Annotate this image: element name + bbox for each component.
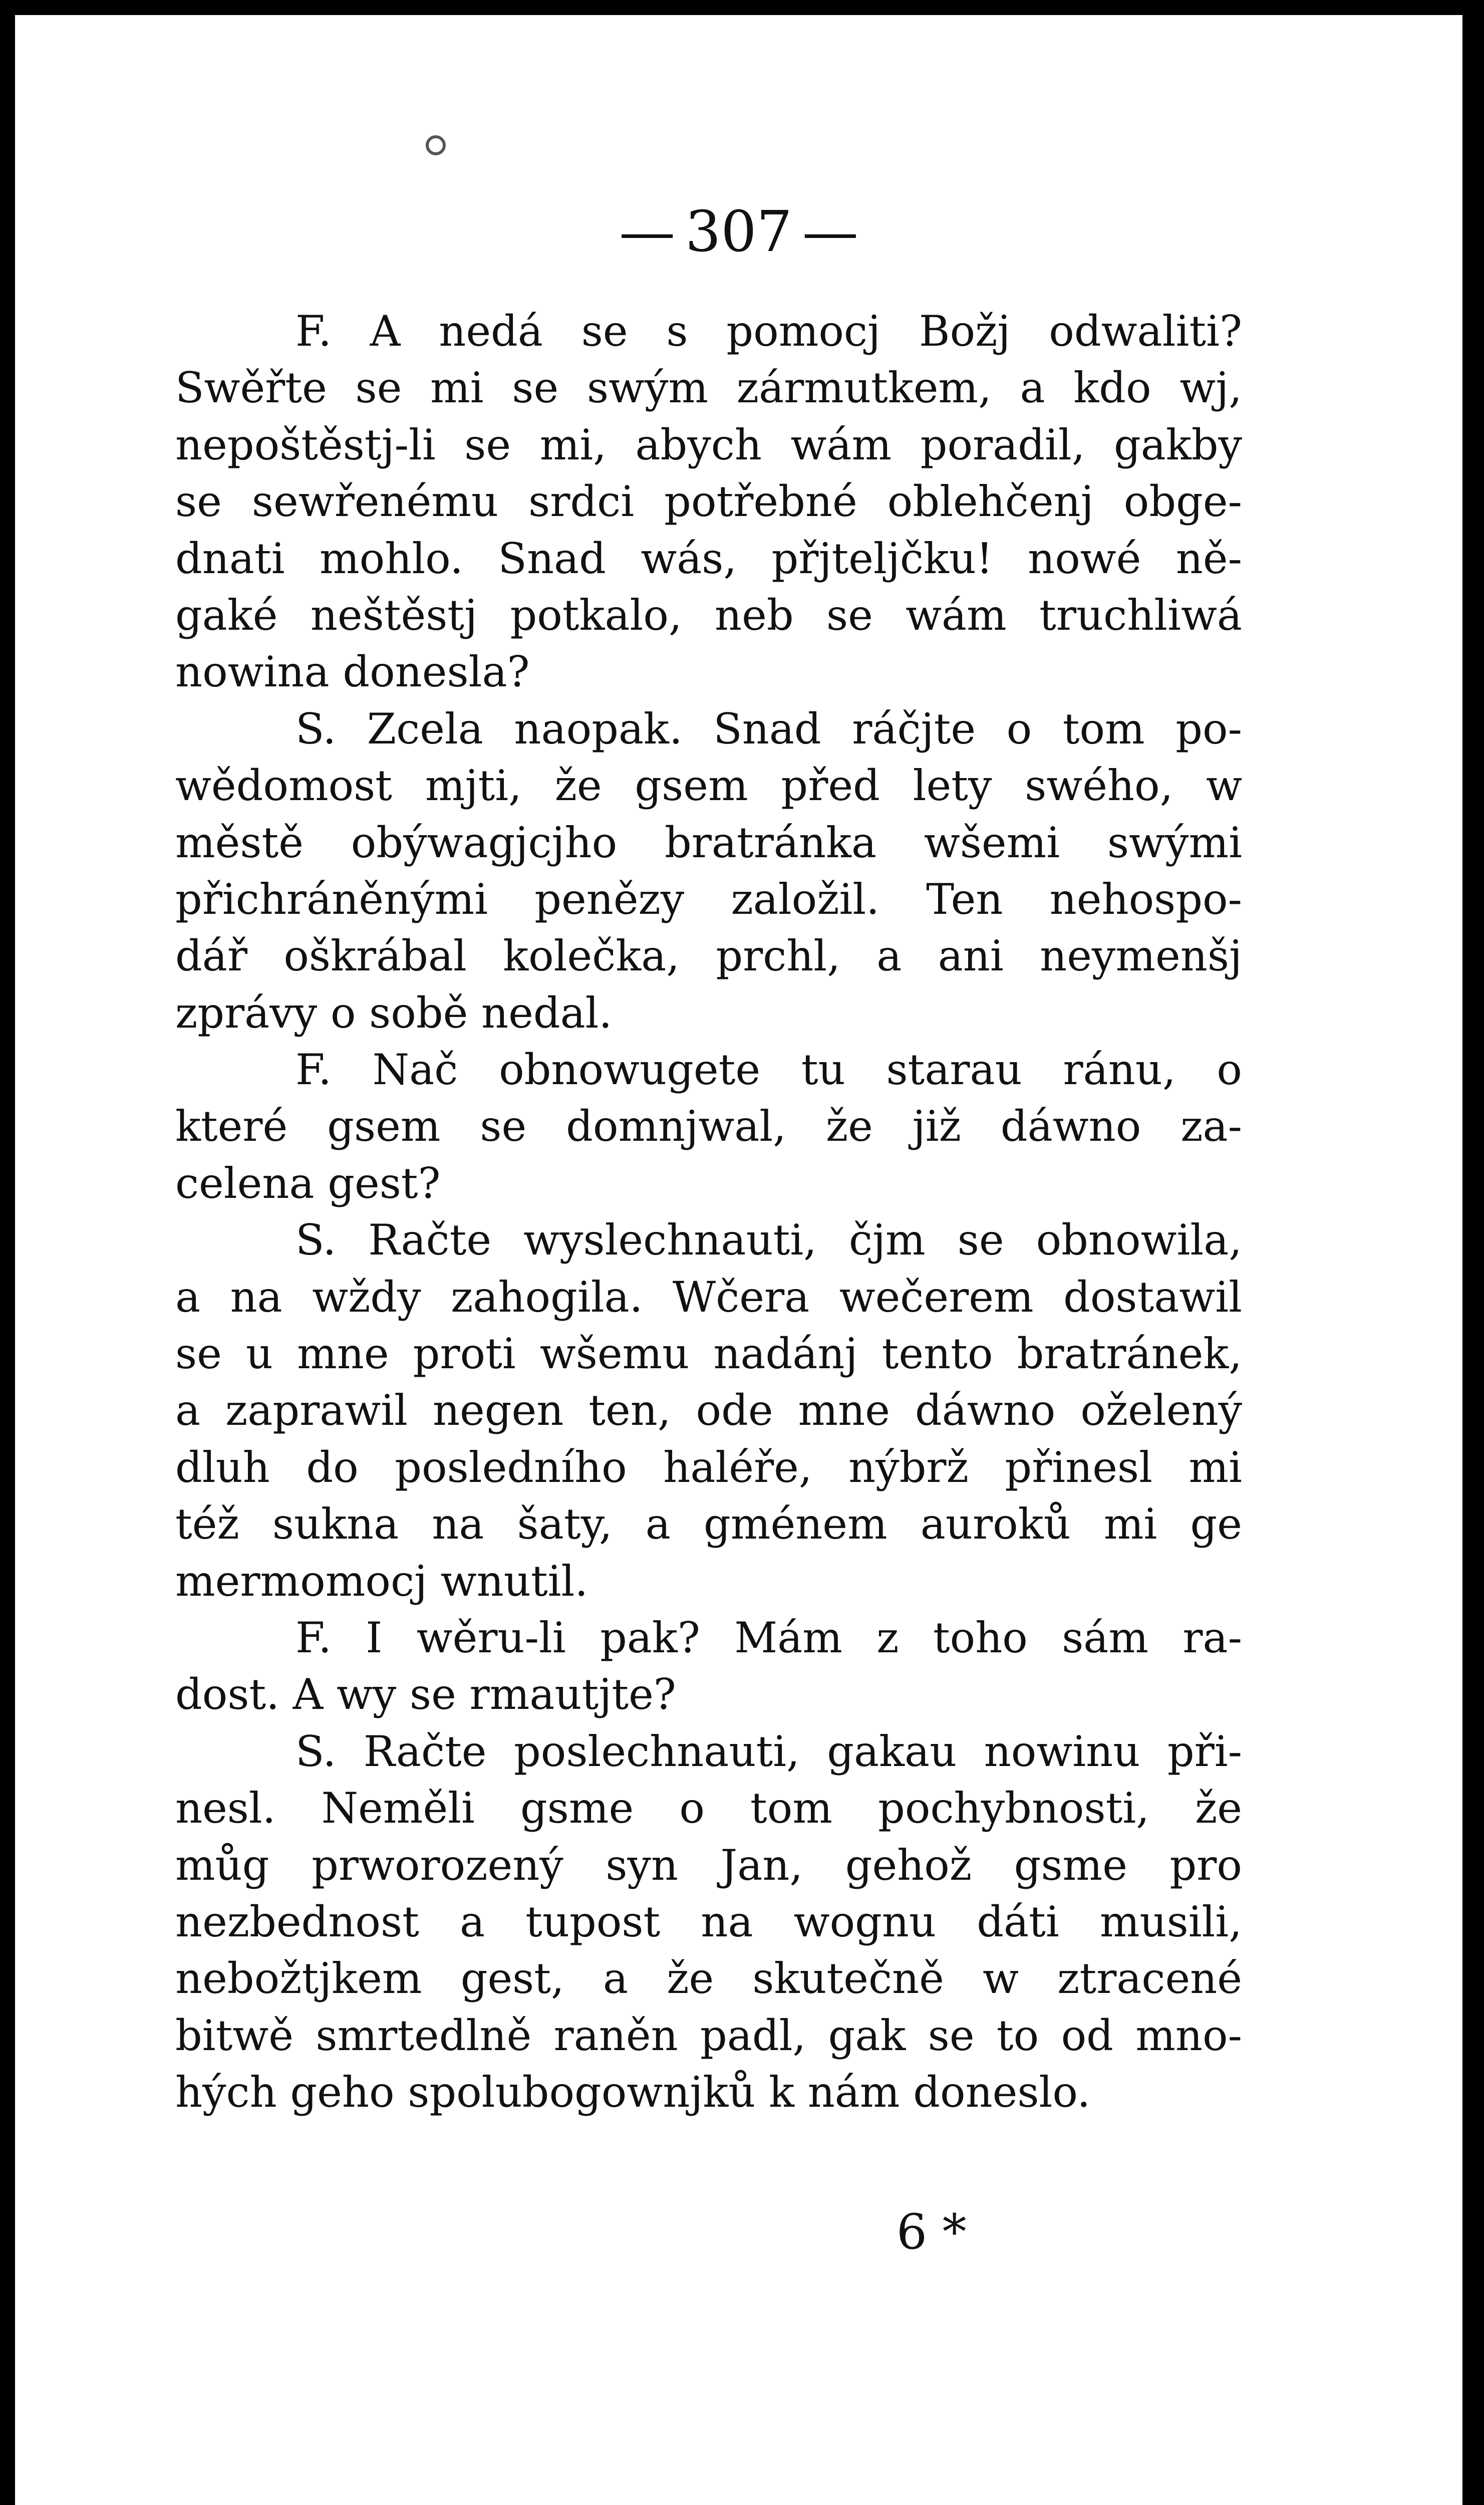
text-line: přichráněnými penězy založil. Ten nehospo- bbox=[175, 874, 1242, 924]
text-line: nepoštěstj-li se mi, abych wám poradil, gakby bbox=[175, 420, 1242, 469]
text-line: se u mne proti wšemu nadánj tento bratránek, bbox=[175, 1329, 1242, 1379]
text-line: nezbednost a tupost na wognu dáti musili, bbox=[175, 1897, 1242, 1946]
page-number: 307 bbox=[685, 199, 792, 265]
text-line: městě obýwagjcjho bratránka wšemi swými bbox=[175, 818, 1242, 867]
text-line: zprávy o sobě nedal. bbox=[175, 988, 613, 1038]
text-line: gaké neštěstj potkalo, neb se wám truchliwá bbox=[175, 590, 1242, 640]
text-line: S. Račte wyslechnauti, čjm se obnowila, bbox=[295, 1215, 1242, 1265]
text-line: můg prworozený syn Jan, gehož gsme pro bbox=[175, 1840, 1242, 1890]
text-line: mermomocj wnutil. bbox=[175, 1556, 588, 1606]
text-line: bitwě smrtedlně raněn padl, gak se to od mno- bbox=[175, 2011, 1242, 2060]
ink-mark bbox=[426, 135, 446, 155]
text-line: S. Zcela naopak. Snad ráčjte o tom po- bbox=[295, 704, 1242, 754]
text-line: které gsem se domnjwal, že již dáwno za- bbox=[175, 1102, 1242, 1151]
text-line: S. Račte poslechnauti, gakau nowinu při- bbox=[295, 1726, 1242, 1776]
text-line: nesl. Neměli gsme o tom pochybnosti, že bbox=[175, 1784, 1242, 1833]
text-line: celena gest? bbox=[175, 1158, 441, 1208]
text-line: se sewřenému srdci potřebné oblehčenj obge- bbox=[175, 477, 1242, 527]
text-line: F. Nač obnowugete tu starau ránu, o bbox=[295, 1045, 1242, 1095]
text-line: wědomost mjti, že gsem před lety swého, w bbox=[175, 761, 1242, 811]
text-line: F. I wěru-li pak? Mám z toho sám ra- bbox=[295, 1613, 1242, 1662]
text-line: dář oškrábal kolečka, prchl, a ani neymenšj bbox=[175, 931, 1242, 981]
text-line: též sukna na šaty, a gménem auroků mi ge bbox=[175, 1499, 1242, 1549]
header-dash-left: — bbox=[619, 199, 676, 265]
text-line: dost. A wy se rmautjte? bbox=[175, 1670, 676, 1719]
text-line: nowina donesla? bbox=[175, 647, 530, 697]
text-line: nebožtjkem gest, a že skutečně w ztracené bbox=[175, 1954, 1242, 2003]
signature-mark: 6 * bbox=[897, 2204, 967, 2260]
text-line: dnati mohlo. Snad wás, přjteljčku! nowé ně- bbox=[175, 534, 1242, 583]
book-page bbox=[15, 15, 1462, 2505]
text-line: F. A nedá se s pomocj Božj odwaliti? bbox=[295, 307, 1242, 356]
header-dash-right: — bbox=[802, 199, 858, 265]
page-header bbox=[15, 199, 1462, 265]
text-line: Swěřte se mi se swým zármutkem, a kdo wj, bbox=[175, 363, 1242, 413]
page-text bbox=[175, 303, 1242, 2121]
text-line: a na wždy zahogila. Wčera wečerem dostawil bbox=[175, 1272, 1242, 1322]
text-line: a zaprawil negen ten, ode mne dáwno oželený bbox=[175, 1386, 1242, 1435]
text-line: hých geho spolubogownjků k nám doneslo. bbox=[175, 2068, 1091, 2117]
text-line: dluh do posledního haléře, nýbrž přinesl mi bbox=[175, 1442, 1242, 1492]
